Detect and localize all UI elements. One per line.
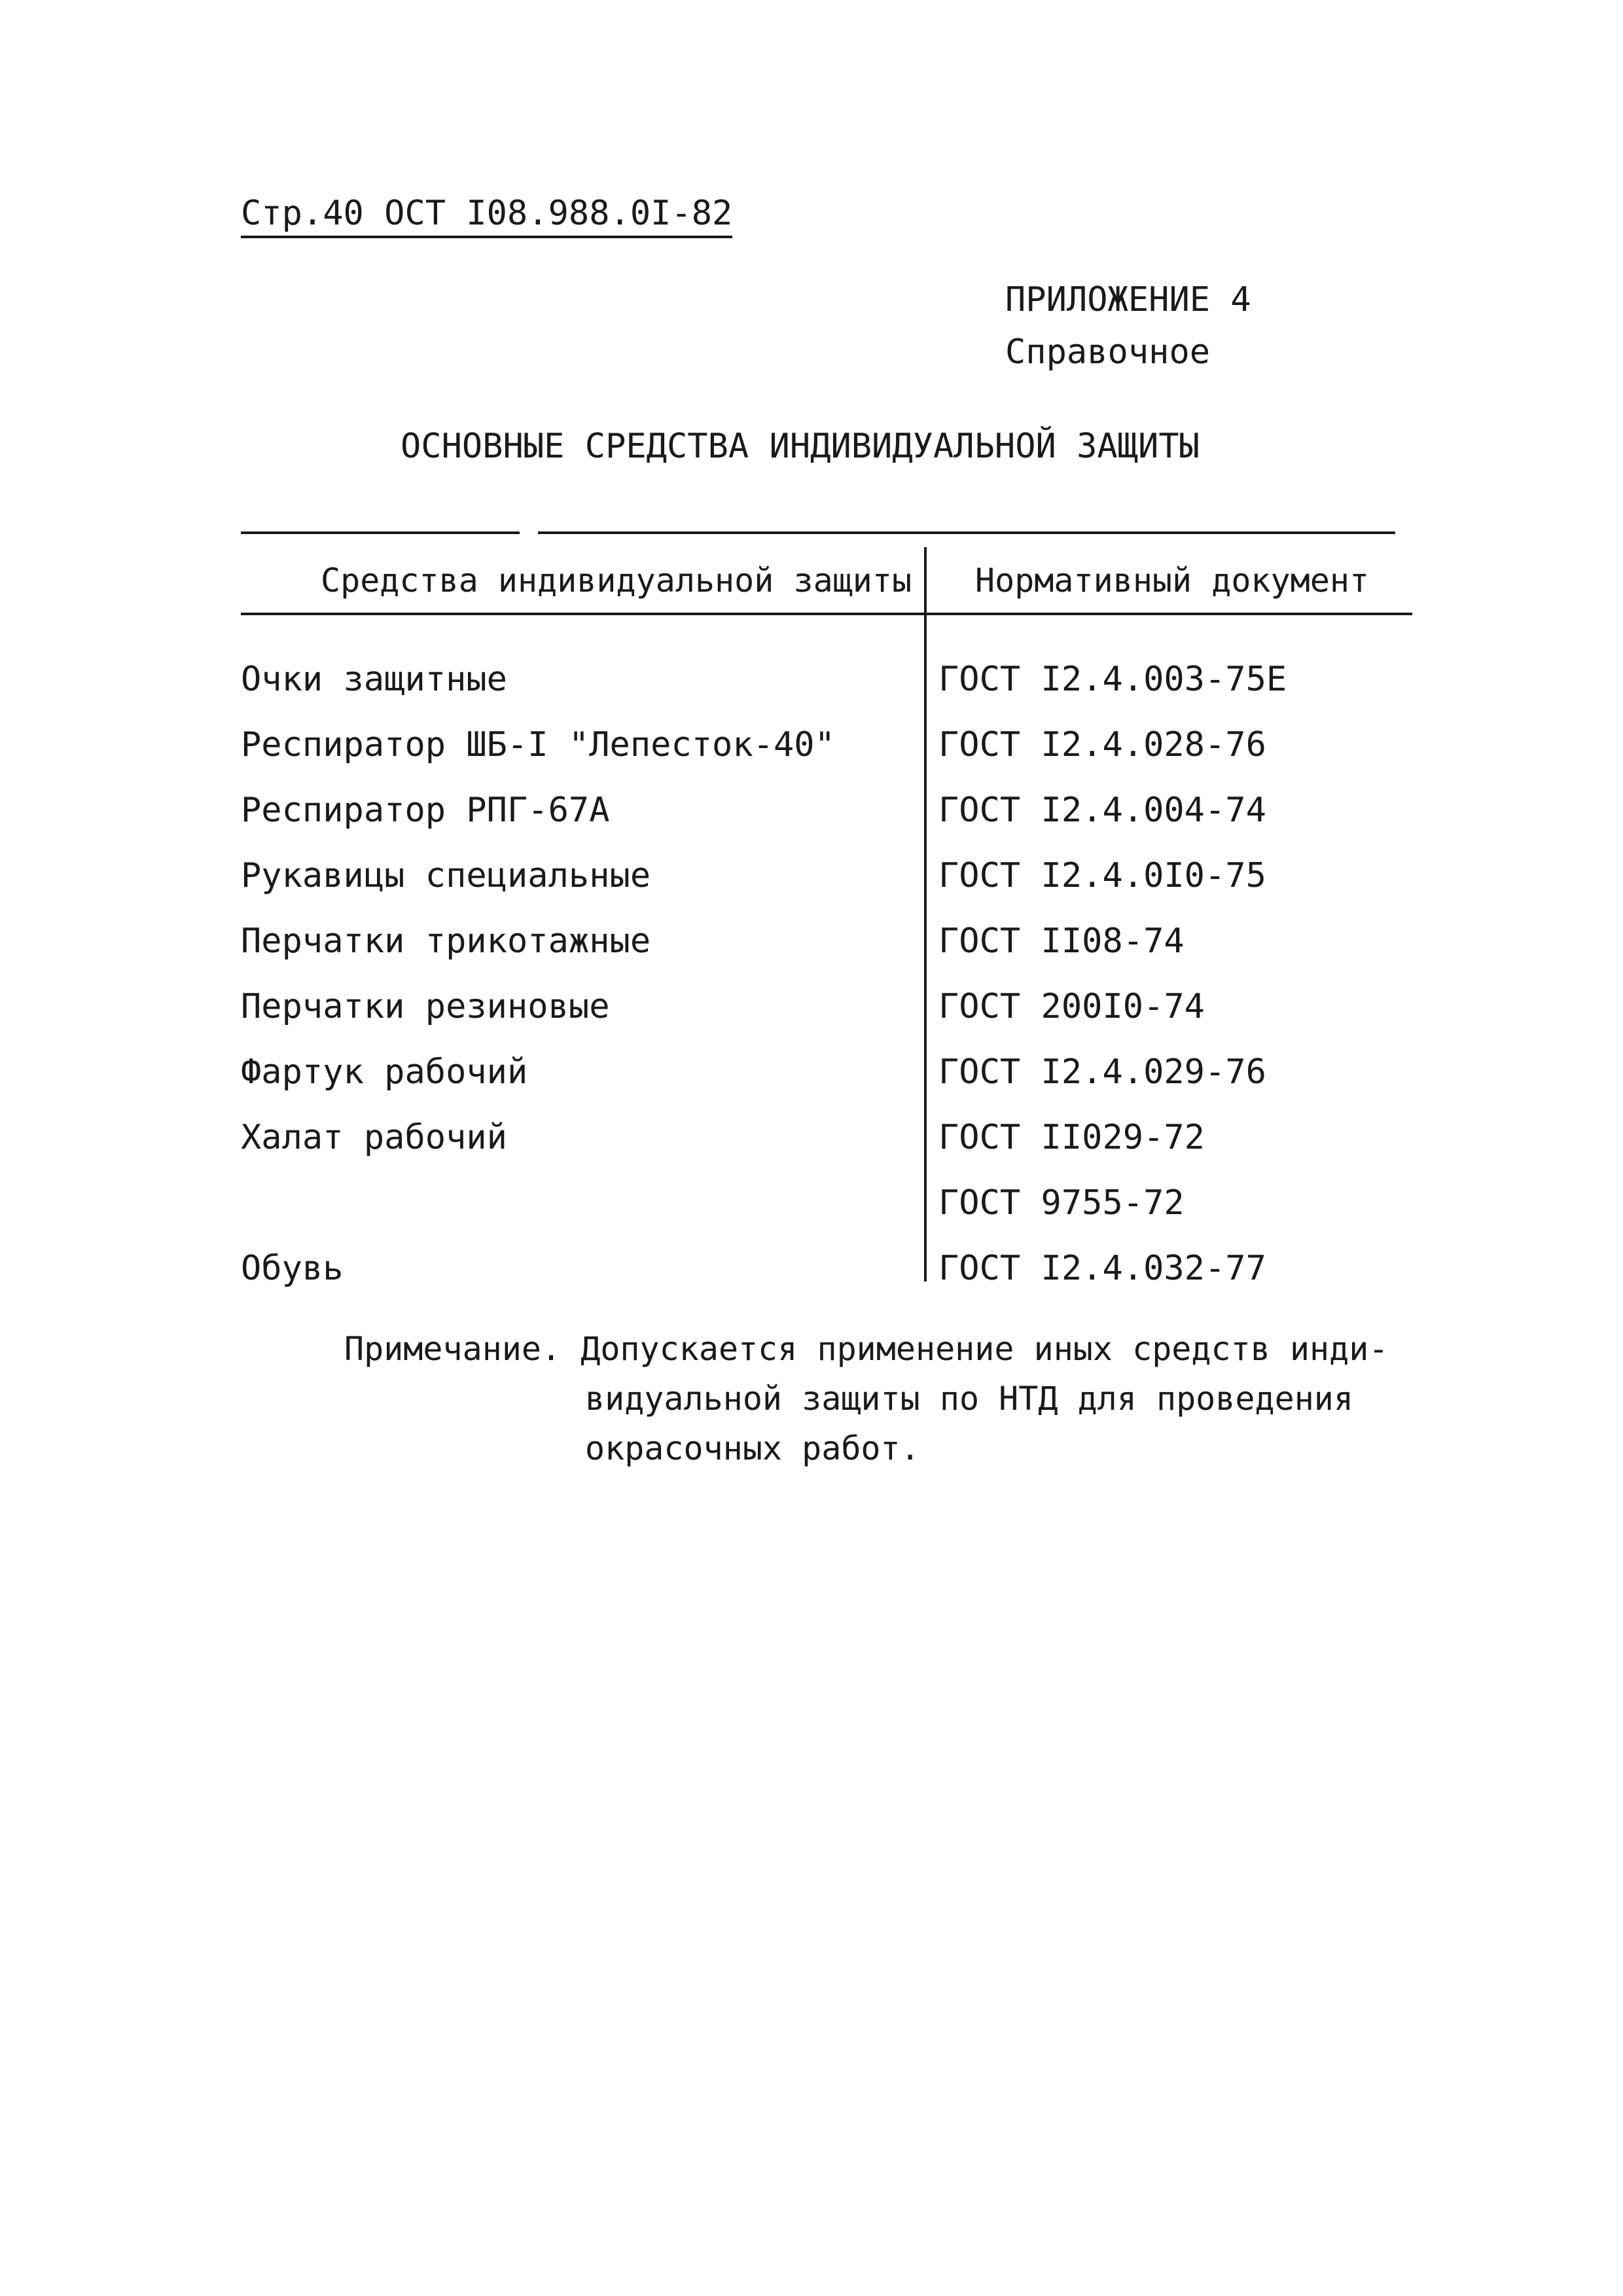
note-line-2: видуальной защиты по НТД для проведения xyxy=(585,1380,1353,1418)
appendix-label: ПРИЛОЖЕНИЕ 4 xyxy=(1005,280,1251,319)
item-cell: Респиратор РПГ-67А xyxy=(241,791,610,830)
standard-cell: ГОСТ I2.4.029-76 xyxy=(938,1052,1266,1092)
standard-cell: ГОСТ I2.4.003-75Е xyxy=(938,660,1287,699)
item-cell: Фартук рабочий xyxy=(241,1052,528,1092)
document-title: ОСНОВНЫЕ СРЕДСТВА ИНДИВИДУАЛЬНОЙ ЗАЩИТЫ xyxy=(401,427,1200,466)
standard-cell: ГОСТ I2.4.004-74 xyxy=(938,791,1266,830)
column-header-means: Средства индивидуальной защиты xyxy=(321,562,912,600)
standard-cell: ГОСТ II029-72 xyxy=(938,1118,1205,1157)
item-cell: Респиратор ШБ-I "Лепесток-40" xyxy=(241,725,835,764)
item-cell: Обувь xyxy=(241,1249,344,1288)
standard-cell: ГОСТ I2.4.032-77 xyxy=(938,1249,1266,1288)
table-top-rule-right xyxy=(538,531,1395,534)
table-top-rule-left xyxy=(241,531,520,534)
item-cell: Перчатки трикотажные xyxy=(241,922,651,961)
standard-cell: ГОСТ 9755-72 xyxy=(938,1183,1185,1223)
appendix-kind: Справочное xyxy=(1005,332,1211,372)
table-column-divider xyxy=(924,547,927,1282)
note-line-1: Примечание. Допускается применение иных средств инди- xyxy=(344,1330,1389,1368)
table-header-rule xyxy=(241,613,1412,615)
standard-cell: ГОСТ II08-74 xyxy=(938,922,1185,961)
column-header-standard: Нормативный документ xyxy=(975,562,1370,600)
item-cell: Перчатки резиновые xyxy=(241,987,610,1026)
item-cell: Рукавицы специальные xyxy=(241,856,651,895)
standard-cell: ГОСТ 200I0-74 xyxy=(938,987,1205,1026)
standard-cell: ГОСТ I2.4.0I0-75 xyxy=(938,856,1266,895)
item-cell: Халат рабочий xyxy=(241,1118,507,1157)
page-reference: Стр.40 ОСТ I08.988.0I-82 xyxy=(241,196,732,238)
note-line-3: окрасочных работ. xyxy=(585,1429,920,1467)
standard-cell: ГОСТ I2.4.028-76 xyxy=(938,725,1266,764)
item-cell: Очки защитные xyxy=(241,660,507,699)
